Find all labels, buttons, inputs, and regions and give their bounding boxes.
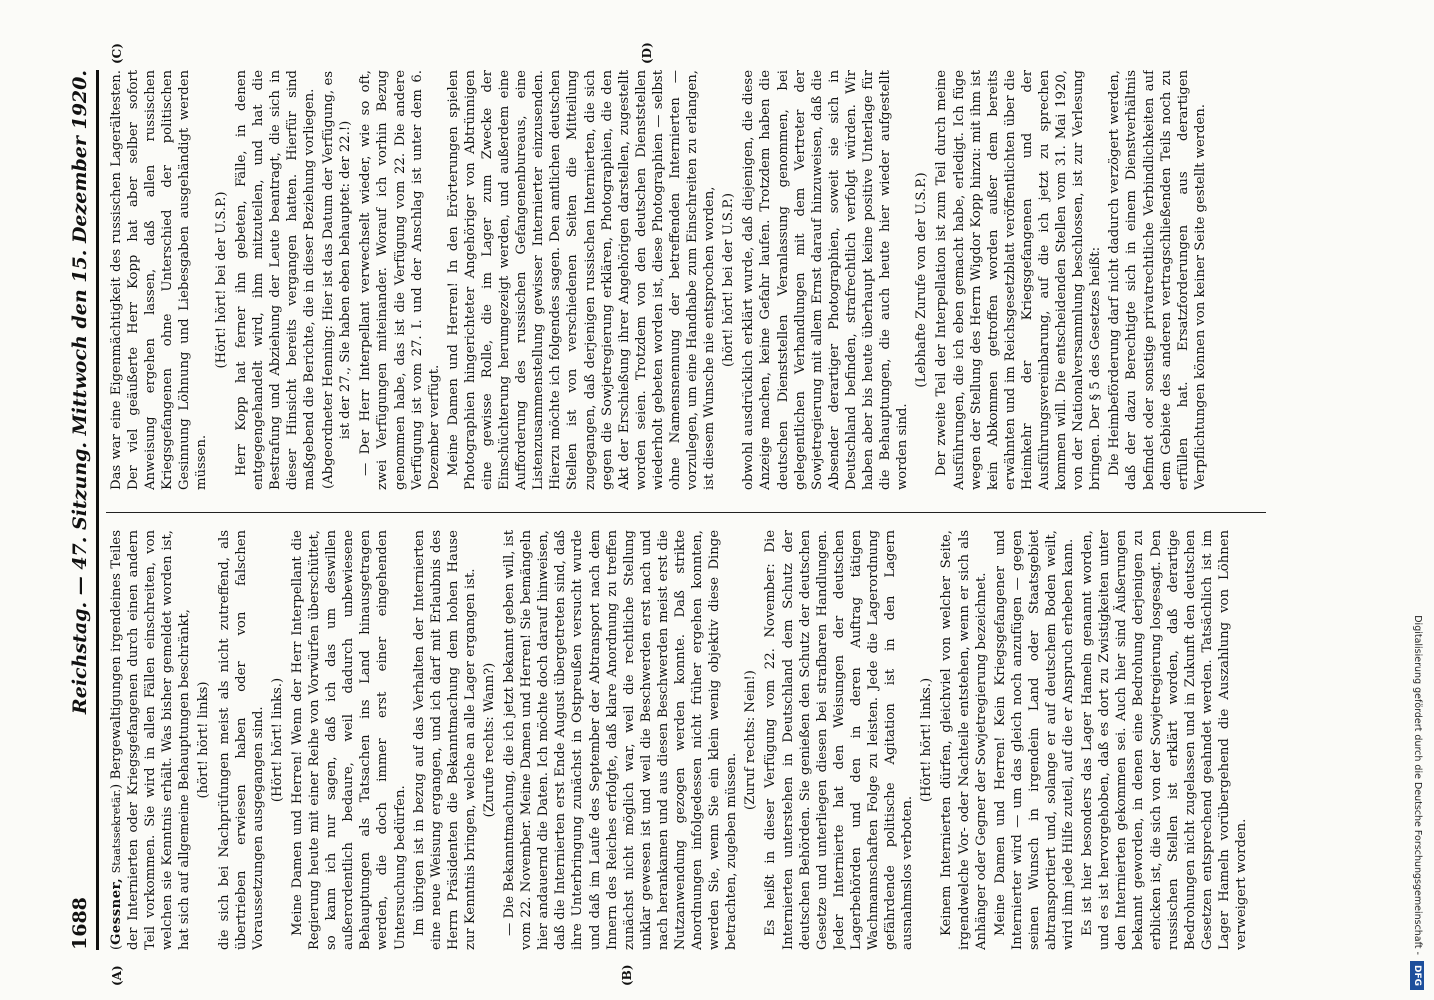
running-head: Reichstag. — 47. Sitzung. Mittwoch den 15. Dezember 1920. — [69, 70, 91, 715]
quoted-paragraph: Die Heimbeförderung darf nicht dadurch verzögert werden, daß der dazu Berechtigte sich in einem Dienstverhältnis befindet oder sonstige privatrechtliche Verbindlichkeiten auf dem Gebiete des anderen vertragschließenden Teils noch zu erfüllen hat. Ersatzforderungen aus derartigen Verpflichtungen können von keiner Seite gestellt werden. — [1107, 70, 1208, 490]
dfg-logo: DFG — [1410, 961, 1424, 990]
paragraph: — Die Bekanntmachung, die ich jetzt bekannt geben will, ist vom 22. November. Meine Damen und Herren! Sie bemängeln hier andauernd die Daten. Ich möchte doch darauf hinweisen, daß die Internierten erst Ende August übergetreten sind, daß ihre Unterbringung zunächst in Ostpreußen versucht wurde und daß im Laufe des September der Abtransport nach dem Innern des Reiches erfolgte, daß klare Anordnung zu treffen zunächst nicht möglich war, weil die rechtliche Stellung unklar gewesen ist und weil die Beschwerden erst nach und nach herankamen und aus diesen Beschwerden meist erst die Nutzanwendung gezogen werden konnte. Daß strikte Anordnungen infolgedessen nicht früher ergehen konnten, werden Sie, wenn Sie ein klein wenig objektiv diese Dinge betrachten, zugeben müssen. — [502, 530, 740, 950]
credit-text: Digitalisierung gefördert durch die Deutsche Forschungsgemeinschaft - — [1412, 615, 1423, 955]
margin-mark-d: (D) — [640, 42, 654, 64]
margin-mark-a: (A) — [110, 965, 124, 986]
speaker-role: Staatssekretär. — [110, 789, 123, 874]
page-number: 1688 — [69, 897, 91, 950]
paragraph: — Der Herr Interpellant verwechselt wieder, wie so oft, zwei Verfügungen miteinander. Worauf ich vorhin Bezug genommen habe, das ist die Verfügung vom 22. Die andere Verfügung ist vom 27. I. und der Anschlag ist unter dem 6. Dezember verfügt. — [358, 70, 442, 490]
interjection: (Hört! hört! links.) — [919, 677, 935, 803]
interjection: (Zuruf rechts: Nein!) — [743, 670, 759, 810]
margin-mark-c: (C) — [110, 43, 124, 64]
interjection: (Zurufe rechts: Wann?) — [481, 662, 497, 818]
interjection: (Lebhafte Zurufe von der U.S.P.) — [914, 172, 930, 388]
interjection: (hört! hört! bei der U.S.P.) — [721, 193, 737, 367]
interjection: (Hört! hört! bei der U.S.P.) — [213, 191, 229, 369]
paragraph: Meine Damen und Herren! In den Erörterungen spielen Photographien hingerichteter Angehöriger von Abtrünnigen eine gewisse Rolle, die im Lager zum Zwecke der Einschüchterung herumgezeigt werden, und außerdem eine Aufforderung des russischen Gefangenenbureaus, eine Listenzusammenstellung gewisser Internierter einzusenden. Hierzu möchte ich folgendes sagen. Den amtlichen deutschen Stellen ist von verschiedenen Seiten die Mitteilung zugegangen, daß derjenigen russischen Internierten, die sich gegen die Sowjetregierung erklären, Photographien, die den Akt der Erschießung ihrer Angehörigen darstellen, zugestellt worden seien. Trotzdem von den deutschen Dienststellen wiederholt gebeten worden ist, diese Photographien — selbst ohne Namensnennung der betreffenden Internierten — vorzulegen, um eine Handhabe zum Einschreiten zu erlangen, ist diesem Wunsche nie entsprochen worden, — [445, 70, 718, 490]
paragraph: Das war eine Eigenmächtigkeit des russischen Lagerältesten. Der viel geäußerte Herr Kopp hat aber selber sofort Anweisung ergehen lassen, daß allen russischen Kriegsgefangenen ohne Unterschied der politischen Gesinnung Löhnung und Liebesgaben ausgehändigt werden müssen. — [109, 70, 210, 490]
column-divider — [106, 512, 1266, 513]
paragraph: Meine Damen und Herren! Wenn der Herr Interpellant die Regierung heute mit einer Reihe von Vorwürfen überschüttet, so kann ich nur sagen, daß ich das um deswillen außerordentlich bedaure, weil dadurch unbewiesene Behauptungen als Tatsachen ins Land hinausgetragen werden, die doch immer erst einer eingehenden Untersuchung bedürfen. — [289, 530, 408, 950]
paragraph: Keinem Internierten dürfen, gleichviel von welcher Seite, irgendwelche Vor- oder Nachteile entstehen, wenn er sich als Anhänger oder Gegner der Sowjetregierung bezeichnet. — [939, 530, 989, 950]
paragraph: Der zweite Teil der Interpellation ist zum Teil durch meine Ausführungen, die ich eben gemacht habe, erledigt. Ich füge wegen der Stellung des Herrn Wigdor Kopp hinzu: mit ihm ist kein Abkommen getroffen worden außer dem bereits erwähnten und im Reichsgesetzblatt veröffentlichten über die Heimkehr der Kriegsgefangenen und der Ausführungsvereinbarung, auf die ich jetzt zu sprechen kommen will. Die entscheidenden Stellen vom 31. Mai 1920, von der Nationalversammlung beschlossen, ist zur Verlesung bringen. Der § 5 des Gesetzes heißt: — [934, 70, 1104, 490]
page-header — [64, 70, 99, 950]
digitization-credit — [1410, 10, 1424, 990]
paragraph: obwohl ausdrücklich erklärt wurde, daß diejenigen, die diese Anzeige machen, keine Gefahr laufen. Trotzdem haben die deutschen Dienststellen Veranlassung genommen, bei gelegentlichen Verhandlungen mit dem Vertreter der Sowjetregierung mit allem Ernst darauf hinzuweisen, daß die Absender derartiger Photographien, soweit sie sich in Deutschland befinden, strafrechtlich verfolgt würden. Wir haben aber bis heute überhaupt keine positive Unterlage für die Behauptungen, die auch heute hier wieder aufgestellt worden sind. — [741, 70, 911, 490]
paragraph: Es ist hier besonders das Lager Hameln genannt worden, und es ist hervorgehoben, daß es dort zu Zwistigkeiten unter den Internierten gekommen sei. Auch hier sind Äußerungen bekannt geworden, in denen eine Bedrohung derjenigen zu erblicken ist, die sich von der Sowjetregierung losgesagt. Den russischen Stellen ist erklärt worden, daß derartige Bedrohungen nicht zugelassen und in Zukunft den deutschen Gesetzen entsprechend geahndet werden. Tatsächlich ist im Lager Hameln vorübergehend die Auszahlung von Löhnen verweigert worden. — [1080, 530, 1249, 950]
interjection: (Hört! hört! links.) — [269, 677, 285, 803]
right-column — [108, 70, 1268, 490]
left-column — [108, 530, 1268, 950]
paragraph: Bergewaltigungen irgendeines Teiles der Internierten oder Kriegsgefangenen durch einen andern Teil vorkommen. Sie wird in allen Fällen einschreiten, von welchen sie Kenntnis erhält. Was bisher gemeldet worden ist, hat sich auf allgemeine Behauptungen beschränkt, — [109, 530, 193, 950]
paragraph: Meine Damen und Herren! Kein Kriegsgefangener und Internierter wird — um das gleich noch anzufügen — gegen seinen Wunsch in irgendein Land oder Staatsgebiet abtransportiert und, solange er auf deutschem Boden weilt, wird ihm jede Hilfe zuteil, auf die er Anspruch erheben kann. — [992, 530, 1077, 950]
paragraph: die sich bei Nachprüfungen meist als nicht zutreffend, als übertrieben erwiesen haben oder von falschen Voraussetzungen ausgegangen sind. — [216, 530, 266, 950]
speaker-line: (Gessner, Staatssekretär.) Bergewaltigungen irgendeines Teiles der Internierten oder Kriegsgefangenen durch einen andern Teil vorkommen. Sie wird in allen Fällen einschreiten, von welchen sie Kenntnis erhält. Was bisher gemeldet worden ist, hat sich auf allgemeine Behauptungen beschränkt, — [109, 530, 193, 950]
speaker-name: Gessner, — [109, 877, 124, 945]
paragraph: Im übrigen ist in bezug auf das Verhalten der Internierten eine neue Weisung ergangen, und ich darf mit Erlaubnis des Herrn Präsidenten die Bekanntmachung dem hohen Hause zur Kenntnis bringen, welche an alle Lager ergangen ist. — [411, 530, 478, 950]
interjection: (Abgeordneter Henning: Hier ist das Datum der Verfügung, es ist der 27., Sie haben eben behauptet: der 22.!) — [321, 70, 354, 490]
interjection: (hört! hört! links) — [196, 681, 212, 799]
margin-mark-b: (B) — [620, 964, 634, 986]
paragraph: Herr Kopp hat ferner ihn gebeten, Fälle, in denen entgegengehandelt wird, ihm mitzuteilen, und hat die Bestrafung und Abziehung der Leute beantragt, die sich in dieser Hinsicht bereits vergangen hatten. Hierfür sind maßgebend die Berichte, die in dieser Beziehung vorliegen. — [233, 70, 318, 490]
paragraph: Es heißt in dieser Verfügung vom 22. November: Die Internierten unterstehen in Deutschland dem Schutz der deutschen Behörden. Sie genießen den Schutz der deutschen Gesetze und unterliegen diesen bei strafbaren Handlungen. Jeder Internierte hat den Weisungen der deutschen Lagerbehörden und den in deren Auftrag tätigen Wachmannschaften Folge zu leisten. Jede die Lagerordnung gefährdende politische Agitation ist in den Lagern ausnahmslos verboten. — [763, 530, 916, 950]
